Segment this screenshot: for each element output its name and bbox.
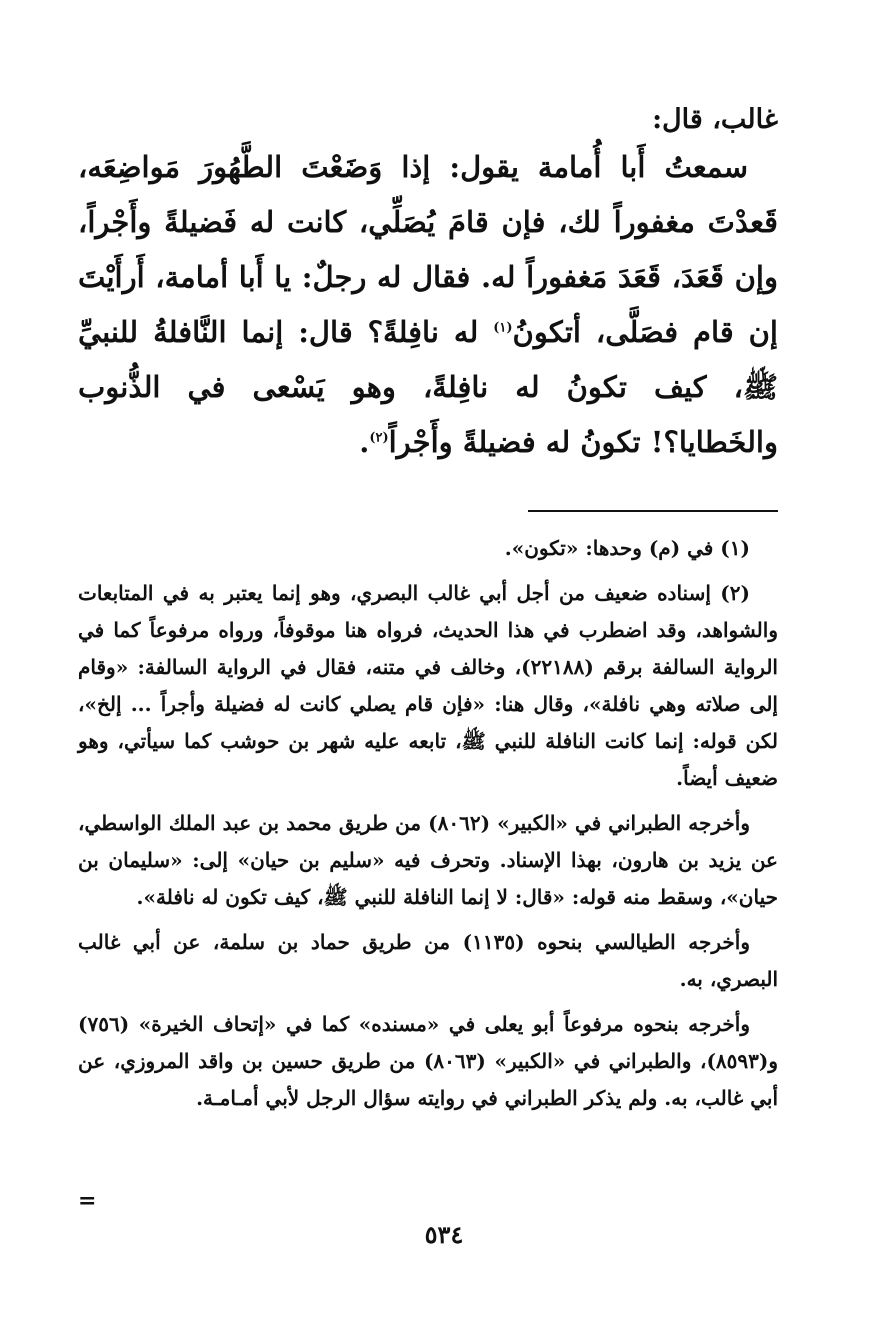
continuation-mark: =: [78, 1188, 97, 1214]
page-body: [78, 100, 778, 1125]
intro-line: غالب، قال:: [652, 104, 778, 135]
footnote-separator: [528, 510, 778, 512]
footnote-ref-2[interactable]: (٢): [369, 430, 389, 446]
footnote-2-cont-3: وأخرجه بنحوه مرفوعاً أبو يعلى في «مسنده» كما في «إتحاف الخيرة» (٧٥٦) و(٨٥٩٣)، والطبراني في «الكبير» (٨٠٦٣) من طريق حسين بن واقد المروزي، عن أبي غالب، به. ولم يذكر الطبراني في روايته سؤال الرجل لأبي أمـامـة.: [78, 1012, 778, 1110]
footnote-ref-1[interactable]: (١): [493, 320, 513, 336]
footnote-2-cont-1: وأخرجه الطبراني في «الكبير» (٨٠٦٢) من طريق محمد بن عبد الملك الواسطي، عن يزيد بن هارون، بهذا الإسناد. وتحرف فيه «سليم بن حيان» إلى: «سليمان بن حيان»، وسقط منه قوله: «قال: لا إنما النافلة للنبي ﷺ، كيف تكون له نافلة».: [78, 811, 778, 909]
footnotes: [78, 530, 778, 1117]
main-text-part-1: سمعتُ أَبا أُمامة يقول: إذا وَضَعْتَ الطَّهُورَ مَواضِعَه، قَعدْتَ مغفوراً لك، فإن قامَ يُصَلِّي، كانت له فَضيلةً وأَجْراً، وإن قَعَدَ، قَعَدَ مَغفوراً له. فقال له رجلٌ: يا أَبا أمامة، أَرأَيْتَ إن قام فصَلَّى، أتكونُ: [78, 150, 778, 349]
main-text-part-2: له نافِلةً؟ قال: إنما النَّافلةُ للنبيِّ ﷺ، كيف تكونُ له نافِلةً، وهو يَسْعى في الذُّنوب والخَطايا؟! تكونُ له فضيلةً وأَجْراً: [78, 315, 778, 459]
footnote-2: (٢) إسناده ضعيف من أجل أبي غالب البصري، وهو إنما يعتبر به في المتابعات والشواهد، وقد اضطرب في هذا الحديث، فرواه هنا موقوفاً، ورواه مرفوعاً كما في الرواية السالفة برقم (٢٢١٨٨)، وخالف في متنه، فقال في الرواية السالفة: «وقام إلى صلاته وهي نافلة»، وقال هنا: «فإن قام يصلي كانت له فضيلة وأجراً ... إلخ»، لكن قوله: إنما كانت النافلة للنبي ﷺ، تابعه عليه شهر بن حوشب كما سيأتي، وهو ضعيف أيضاً.: [78, 581, 778, 790]
main-text: [78, 140, 778, 470]
footnote-2-cont-2: وأخرجه الطيالسي بنحوه (١١٣٥) من طريق حماد بن سلمة، عن أبي غالب البصري، به.: [78, 930, 778, 991]
page-number: ٥٣٤: [424, 1220, 464, 1249]
main-text-part-3: .: [359, 425, 370, 459]
main-paragraph: [78, 140, 778, 470]
footnote-1: (١) في (م) وحدها: «تكون».: [504, 536, 750, 560]
